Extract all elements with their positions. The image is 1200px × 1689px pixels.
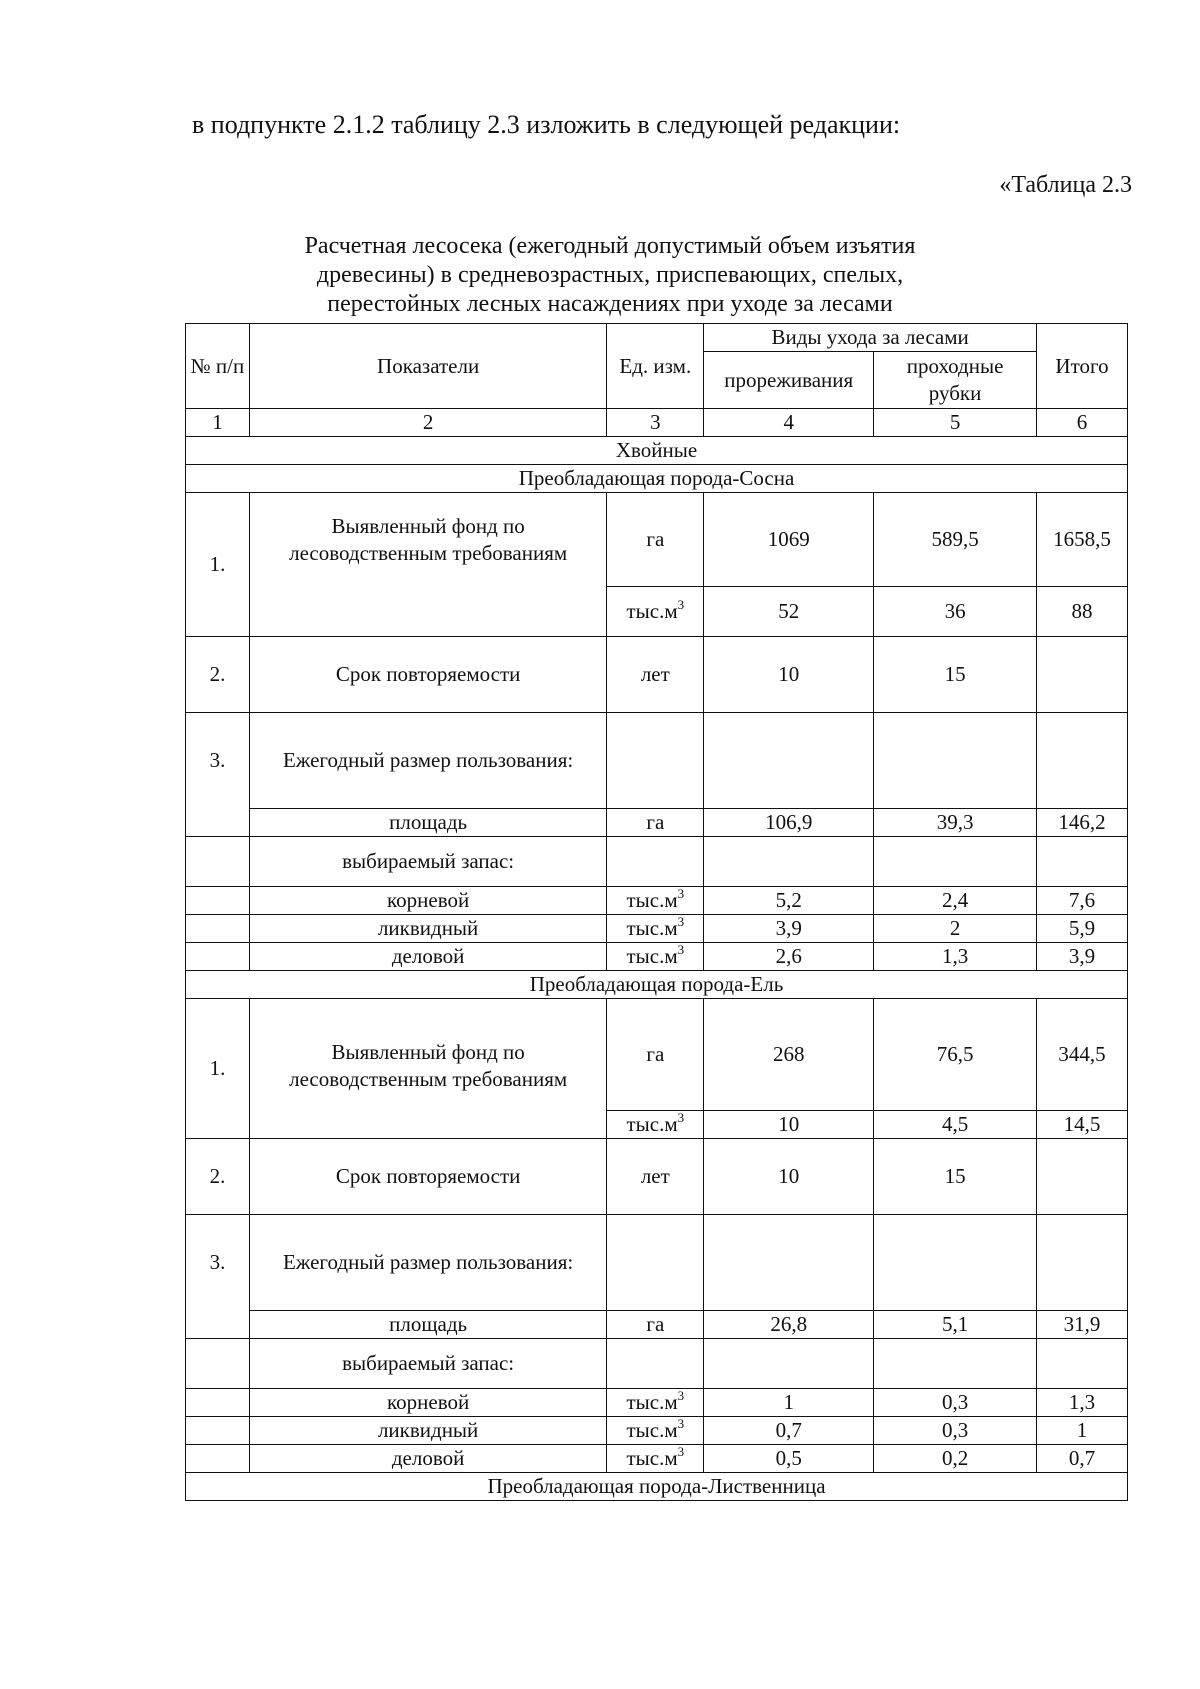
table-row <box>186 915 1128 943</box>
empty-cell <box>874 1339 1037 1389</box>
table-row <box>186 1139 1128 1215</box>
empty-cell <box>186 943 250 971</box>
value-cell: 26,8 <box>704 1311 874 1339</box>
unit-cell: га <box>607 809 704 837</box>
table-row <box>186 637 1128 713</box>
table-row <box>186 887 1128 915</box>
empty-cell <box>1037 713 1128 809</box>
table-row <box>186 1311 1128 1339</box>
area-label: площадь <box>249 1311 606 1339</box>
section-row <box>186 465 1128 493</box>
col-num: 5 <box>874 409 1037 437</box>
table-row <box>186 1215 1128 1311</box>
value-cell: 0,7 <box>704 1417 874 1445</box>
liquid-label: ликвидный <box>249 915 606 943</box>
empty-cell <box>186 1389 250 1417</box>
empty-cell <box>607 1215 704 1311</box>
empty-cell <box>874 1215 1037 1311</box>
value-cell: 0,2 <box>874 1445 1037 1473</box>
col-num: 3 <box>607 409 704 437</box>
empty-cell <box>607 713 704 809</box>
unit-cell: $тыс.м^3$ <box>607 587 704 637</box>
value-cell: 10 <box>704 637 874 713</box>
value-cell <box>1037 1139 1128 1215</box>
value-cell: 7,6 <box>1037 887 1128 915</box>
stock-label: выбираемый запас: <box>249 1339 606 1389</box>
table-row <box>186 493 1128 587</box>
unit-cell: $тыс.м^3$ <box>607 1445 704 1473</box>
row-num: 3. <box>186 1215 250 1339</box>
unit-cell: $тыс.м^3$ <box>607 1111 704 1139</box>
table-title: Расчетная лесосека (ежегодный допустимый объем изъятия древесины) в средневозрастных, приспевающих, спелых, перестойных лесных насаждениях при уходе за лесами <box>304 233 916 317</box>
empty-cell <box>186 1417 250 1445</box>
value-cell: 15 <box>874 1139 1037 1215</box>
liquid-label: ликвидный <box>249 1417 606 1445</box>
unit-cell: лет <box>607 1139 704 1215</box>
value-cell: 3,9 <box>704 915 874 943</box>
header-thinning: прореживания <box>704 352 874 409</box>
fund-label: Выявленный фонд по лесоводственным требованиям <box>249 493 606 637</box>
business-label: деловой <box>249 1445 606 1473</box>
empty-cell <box>1037 1215 1128 1311</box>
value-cell <box>1037 637 1128 713</box>
value-cell: 76,5 <box>874 999 1037 1111</box>
value-cell: 2,4 <box>874 887 1037 915</box>
unit-cell: $тыс.м^3$ <box>607 1389 704 1417</box>
value-cell: 1 <box>1037 1417 1128 1445</box>
fund-label: Выявленный фонд по лесоводственным требованиям <box>249 999 606 1139</box>
header-num: № п/п <box>186 324 250 409</box>
value-cell: 1,3 <box>874 943 1037 971</box>
empty-cell <box>1037 837 1128 887</box>
col-num: 2 <box>249 409 606 437</box>
value-cell: 1,3 <box>1037 1389 1128 1417</box>
forest-table <box>185 323 1128 1501</box>
empty-cell <box>704 713 874 809</box>
row-num: 1. <box>186 493 250 637</box>
value-cell: 5,1 <box>874 1311 1037 1339</box>
empty-cell <box>186 887 250 915</box>
table-row <box>186 999 1128 1111</box>
value-cell: 2,6 <box>704 943 874 971</box>
area-label: площадь <box>249 809 606 837</box>
business-label: деловой <box>249 943 606 971</box>
table-row <box>186 713 1128 809</box>
value-cell: 3,9 <box>1037 943 1128 971</box>
value-cell: 1658,5 <box>1037 493 1128 587</box>
unit-cell: га <box>607 493 704 587</box>
period-label: Срок повторяемости <box>249 637 606 713</box>
header-unit: Ед. изм. <box>607 324 704 409</box>
col-num: 4 <box>704 409 874 437</box>
table-row <box>186 943 1128 971</box>
empty-cell <box>1037 1339 1128 1389</box>
unit-cell: $тыс.м^3$ <box>607 943 704 971</box>
group-label: Хвойные <box>186 437 1128 465</box>
empty-cell <box>186 1339 250 1389</box>
empty-cell <box>704 1215 874 1311</box>
section-row <box>186 1473 1128 1501</box>
unit-cell: $тыс.м^3$ <box>607 915 704 943</box>
value-cell: 1069 <box>704 493 874 587</box>
root-label: корневой <box>249 1389 606 1417</box>
value-cell: 589,5 <box>874 493 1037 587</box>
annual-label: Ежегодный размер пользования: <box>249 1215 606 1311</box>
intro-text: в подпункте 2.1.2 таблицу 2.3 изложить в следующей редакции: <box>192 110 901 139</box>
section-spruce: Преобладающая порода-Ель <box>186 971 1128 999</box>
value-cell: 5,9 <box>1037 915 1128 943</box>
group-row <box>186 437 1128 465</box>
section-larch: Преобладающая порода-Лиственница <box>186 1473 1128 1501</box>
empty-cell <box>186 1445 250 1473</box>
header-passage: проходные рубки <box>874 352 1037 409</box>
value-cell: 10 <box>704 1111 874 1139</box>
value-cell: 268 <box>704 999 874 1111</box>
value-cell: 88 <box>1037 587 1128 637</box>
value-cell: 31,9 <box>1037 1311 1128 1339</box>
unit-cell: $тыс.м^3$ <box>607 1417 704 1445</box>
empty-cell <box>186 837 250 887</box>
unit-cell: га <box>607 999 704 1111</box>
empty-cell <box>704 837 874 887</box>
value-cell: 39,3 <box>874 809 1037 837</box>
value-cell: 0,7 <box>1037 1445 1128 1473</box>
unit-cell: га <box>607 1311 704 1339</box>
table-label: «Таблица 2.3 <box>999 172 1132 198</box>
value-cell: 10 <box>704 1139 874 1215</box>
header-care-types: Виды ухода за лесами <box>704 324 1037 352</box>
value-cell: 106,9 <box>704 809 874 837</box>
section-row <box>186 971 1128 999</box>
row-num: 2. <box>186 637 250 713</box>
table-row <box>186 1339 1128 1389</box>
value-cell: 0,5 <box>704 1445 874 1473</box>
annual-label: Ежегодный размер пользования: <box>249 713 606 809</box>
value-cell: 0,3 <box>874 1389 1037 1417</box>
empty-cell <box>607 837 704 887</box>
empty-cell <box>874 837 1037 887</box>
value-cell: 15 <box>874 637 1037 713</box>
value-cell: 5,2 <box>704 887 874 915</box>
empty-cell <box>186 915 250 943</box>
header-indicators: Показатели <box>249 324 606 409</box>
row-num: 3. <box>186 713 250 837</box>
unit-cell: $тыс.м^3$ <box>607 887 704 915</box>
value-cell: 36 <box>874 587 1037 637</box>
value-cell: 146,2 <box>1037 809 1128 837</box>
value-cell: 2 <box>874 915 1037 943</box>
value-cell: 52 <box>704 587 874 637</box>
value-cell: 14,5 <box>1037 1111 1128 1139</box>
empty-cell <box>607 1339 704 1389</box>
table-row <box>186 809 1128 837</box>
unit-cell: лет <box>607 637 704 713</box>
value-cell: 344,5 <box>1037 999 1128 1111</box>
header-row <box>186 324 1128 352</box>
table-row <box>186 837 1128 887</box>
table-row <box>186 1445 1128 1473</box>
table-row <box>186 1389 1128 1417</box>
empty-cell <box>874 713 1037 809</box>
table-row <box>186 1417 1128 1445</box>
value-cell: 1 <box>704 1389 874 1417</box>
col-num: 1 <box>186 409 250 437</box>
section-pine: Преобладающая порода-Сосна <box>186 465 1128 493</box>
row-num: 1. <box>186 999 250 1139</box>
stock-label: выбираемый запас: <box>249 837 606 887</box>
empty-cell <box>704 1339 874 1389</box>
col-num: 6 <box>1037 409 1128 437</box>
row-num: 2. <box>186 1139 250 1215</box>
value-cell: 4,5 <box>874 1111 1037 1139</box>
header-total: Итого <box>1037 324 1128 409</box>
period-label: Срок повторяемости <box>249 1139 606 1215</box>
root-label: корневой <box>249 887 606 915</box>
column-numbers-row <box>186 409 1128 437</box>
value-cell: 0,3 <box>874 1417 1037 1445</box>
